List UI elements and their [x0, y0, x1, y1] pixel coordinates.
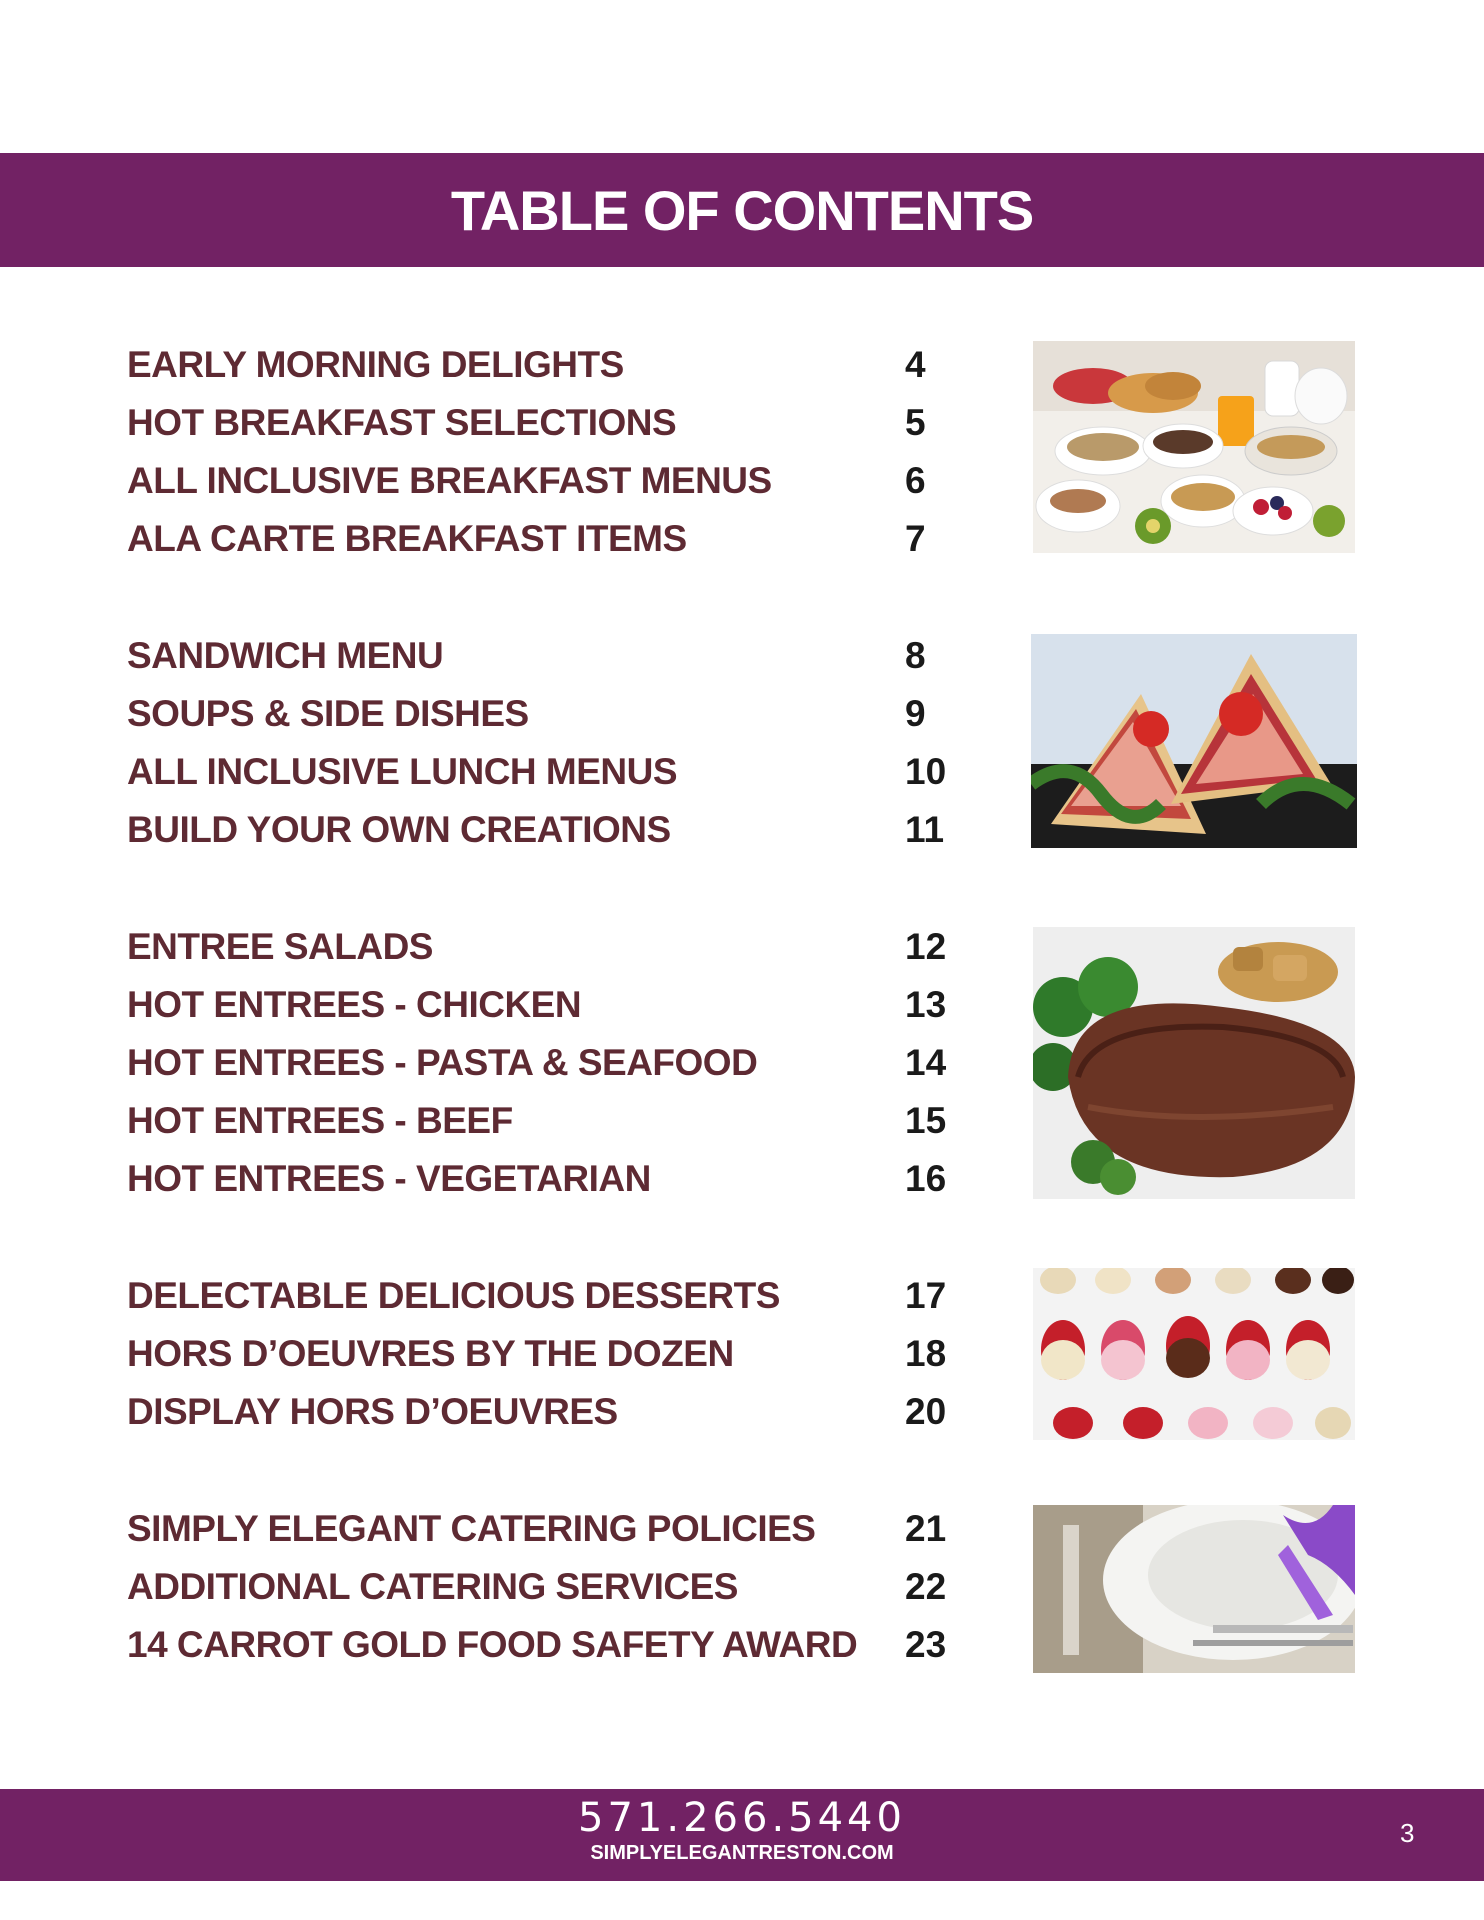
toc-page: 6	[905, 460, 926, 501]
toc-page: 22	[905, 1566, 947, 1607]
toc-label: HOT ENTREES - CHICKEN	[127, 984, 582, 1025]
toc-page: 16	[905, 1158, 947, 1199]
header-bar	[0, 153, 1484, 267]
toc-label: BUILD YOUR OWN CREATIONS	[127, 809, 671, 850]
page-number: 3	[1400, 1818, 1415, 1848]
page-title: TABLE OF CONTENTS	[450, 178, 1034, 242]
breakfast-photo	[1033, 341, 1355, 553]
toc-label: ENTREE SALADS	[127, 926, 433, 967]
toc-page: 17	[905, 1275, 947, 1316]
toc-label: DISPLAY HORS D’OEUVRES	[127, 1391, 618, 1432]
toc-label: HORS D’OEUVRES BY THE DOZEN	[127, 1333, 734, 1374]
toc-label: ADDITIONAL CATERING SERVICES	[127, 1566, 738, 1607]
sandwich-photo	[1031, 634, 1357, 848]
toc-label: HOT BREAKFAST SELECTIONS	[127, 402, 677, 443]
toc-label: ALL INCLUSIVE LUNCH MENUS	[127, 751, 678, 792]
steak-photo	[1033, 927, 1355, 1199]
toc-label: DELECTABLE DELICIOUS DESSERTS	[127, 1275, 780, 1316]
toc-label: SOUPS & SIDE DISHES	[127, 693, 529, 734]
toc-label: HOT ENTREES - BEEF	[127, 1100, 513, 1141]
strawberries-photo	[1033, 1268, 1355, 1440]
toc-label: HOT ENTREES - VEGETARIAN	[127, 1158, 651, 1199]
toc-label: HOT ENTREES - PASTA & SEAFOOD	[127, 1042, 758, 1083]
toc-label: EARLY MORNING DELIGHTS	[127, 344, 624, 385]
toc-page: 20	[905, 1391, 947, 1432]
toc-page: 8	[905, 635, 926, 676]
footer-phone[interactable]: 571.266.5440	[578, 1795, 906, 1841]
toc-page: 9	[905, 693, 926, 734]
toc-page: 13	[905, 984, 947, 1025]
toc-page: 23	[905, 1624, 947, 1665]
toc-label: ALA CARTE BREAKFAST ITEMS	[127, 518, 687, 559]
table-setting-photo	[1033, 1505, 1355, 1673]
toc-label: 14 CARROT GOLD FOOD SAFETY AWARD	[127, 1624, 858, 1665]
toc-label: ALL INCLUSIVE BREAKFAST MENUS	[127, 460, 772, 501]
toc-page: 7	[905, 518, 926, 559]
toc-page: 12	[905, 926, 947, 967]
toc-page: 15	[905, 1100, 947, 1141]
footer-bar	[0, 1789, 1484, 1881]
toc-label: SIMPLY ELEGANT CATERING POLICIES	[127, 1508, 816, 1549]
toc-page: 4	[905, 344, 926, 385]
toc-page: 14	[905, 1042, 947, 1083]
toc-page: 11	[905, 809, 945, 850]
toc-page: 5	[905, 402, 926, 443]
toc-page: 10	[905, 751, 947, 792]
toc-page: 21	[905, 1508, 947, 1549]
toc-page: 18	[905, 1333, 947, 1374]
footer-website[interactable]: SIMPLYELEGANTRESTON.COM	[590, 1842, 894, 1864]
toc-label: SANDWICH MENU	[127, 635, 444, 676]
